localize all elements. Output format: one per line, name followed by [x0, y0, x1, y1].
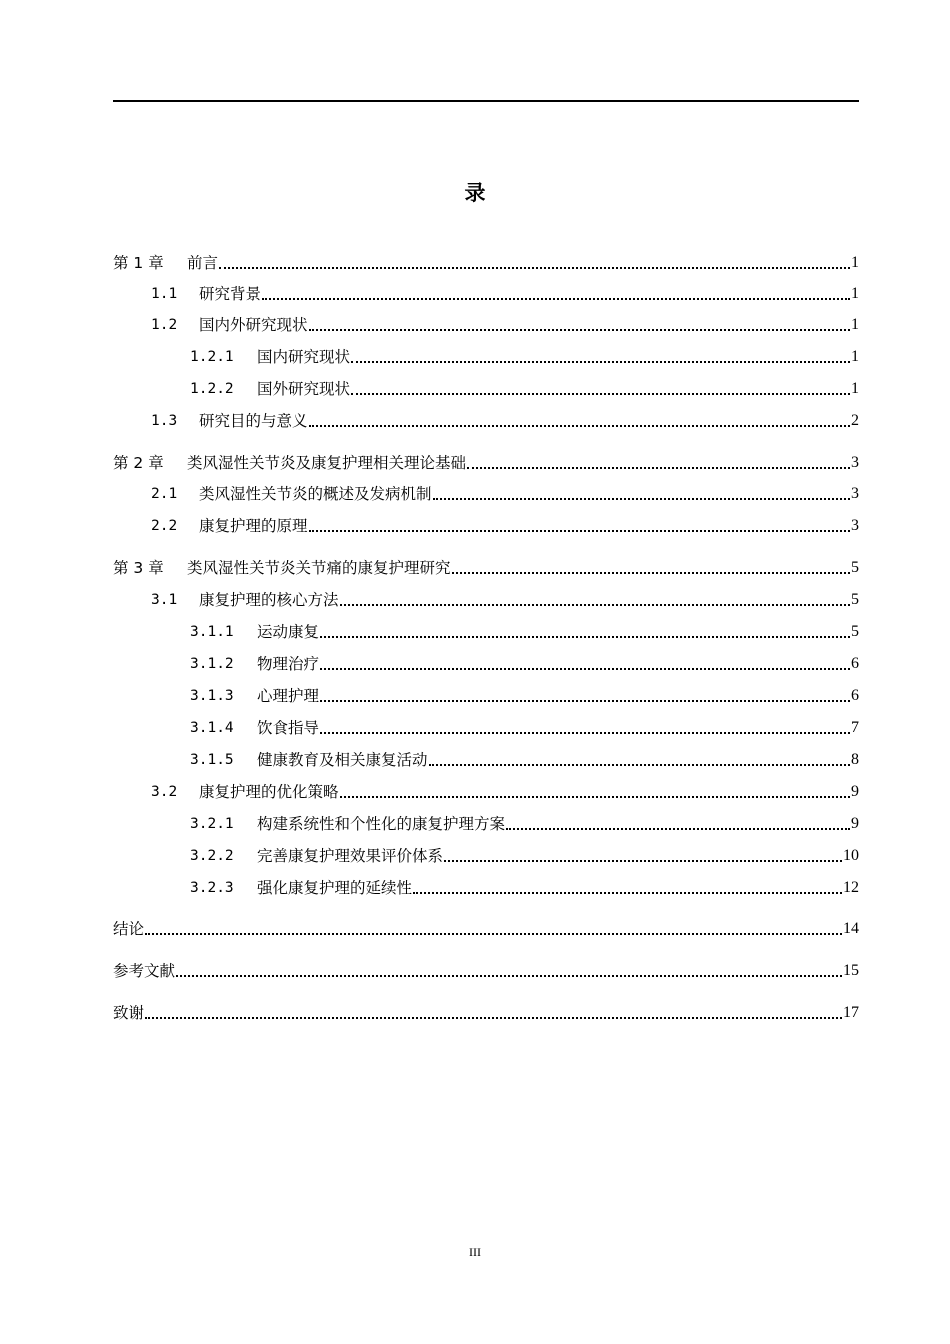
toc-dot-leader [506, 828, 850, 830]
toc-entry-page: 1 [851, 380, 859, 397]
toc-dot-leader [309, 425, 850, 427]
toc-entry-number: 3.1.4 [190, 720, 234, 736]
toc-entry-label: 国外研究现状 [257, 380, 351, 398]
toc-dot-leader [340, 796, 850, 798]
toc-dot-leader [320, 636, 850, 638]
toc-entry-number: 3.2.2 [190, 848, 234, 864]
toc-entry-label: 运动康复 [257, 623, 320, 641]
toc-entry-page: 10 [843, 847, 859, 864]
toc-entry-page: 5 [851, 559, 859, 576]
toc-entry[interactable] [113, 277, 859, 305]
toc-entry[interactable] [113, 446, 859, 474]
toc-dot-leader [433, 498, 850, 500]
toc-entry[interactable] [113, 404, 859, 432]
toc-entry[interactable] [113, 996, 859, 1024]
toc-entry-page: 6 [851, 655, 859, 672]
toc-entry-label: 致谢 [113, 1004, 145, 1022]
toc-dot-leader [452, 572, 850, 574]
toc-dot-leader [351, 361, 850, 363]
toc-entry[interactable] [113, 509, 859, 537]
toc-entry-label: 研究目的与意义 [199, 412, 308, 430]
toc-entry-number: 3.2.3 [190, 880, 234, 896]
toc-entry[interactable] [113, 743, 859, 771]
header-rule [113, 100, 859, 102]
toc-dot-leader [145, 933, 842, 935]
toc-dot-leader [262, 298, 850, 300]
toc-entry-number: 第 2 章 [113, 454, 164, 472]
toc-entry-number: 3.1.3 [190, 688, 234, 704]
toc-entry-page: 3 [851, 485, 859, 502]
toc-entry-number: 3.1.1 [190, 624, 234, 640]
toc-entry-number: 1.1 [151, 286, 178, 302]
toc-entry-label: 完善康复护理效果评价体系 [257, 847, 444, 865]
toc-dot-leader [413, 892, 842, 894]
toc-entry-page: 3 [851, 454, 859, 471]
toc-entry[interactable] [113, 807, 859, 835]
toc-entry-page: 1 [851, 348, 859, 365]
toc-entry-page: 5 [851, 623, 859, 640]
toc-dot-leader [320, 732, 850, 734]
toc-dot-leader [145, 1017, 842, 1019]
toc-entry-number: 第 3 章 [113, 559, 164, 577]
toc-dot-leader [176, 975, 842, 977]
toc-entry[interactable] [113, 583, 859, 611]
toc-entry-label: 康复护理的核心方法 [199, 591, 339, 609]
toc-entry[interactable] [113, 551, 859, 579]
toc-entry-label: 饮食指导 [257, 719, 320, 737]
toc-entry[interactable] [113, 372, 859, 400]
toc-entry-page: 12 [843, 879, 859, 896]
toc-entry-label: 构建系统性和个性化的康复护理方案 [257, 815, 506, 833]
toc-entry-label: 前言 [187, 254, 219, 272]
toc-entry-page: 3 [851, 517, 859, 534]
toc-entry-label: 类风湿性关节炎的概述及发病机制 [199, 485, 432, 503]
toc-entry-number: 1.2.2 [190, 381, 234, 397]
toc-entry-label: 研究背景 [199, 285, 262, 303]
toc-entry-label: 结论 [113, 920, 145, 938]
toc-entry-number: 2.2 [151, 518, 178, 534]
toc-dot-leader [309, 329, 850, 331]
toc-title: 录 [464, 181, 486, 205]
toc-entry[interactable] [113, 871, 859, 899]
footer-page-number: III [469, 1245, 481, 1259]
toc-entry-number: 1.2.1 [190, 349, 234, 365]
toc-entry-number: 3.2 [151, 784, 178, 800]
toc-entry-label: 健康教育及相关康复活动 [257, 751, 428, 769]
toc-entry[interactable] [113, 912, 859, 940]
toc-entry-label: 康复护理的优化策略 [199, 783, 339, 801]
toc-entry-number: 第 1 章 [113, 254, 164, 272]
toc-entry-label: 类风湿性关节炎关节痛的康复护理研究 [187, 559, 451, 577]
toc-dot-leader [219, 267, 850, 269]
toc-entry-number: 1.3 [151, 413, 178, 429]
toc-dot-leader [467, 467, 850, 469]
toc-entry[interactable] [113, 711, 859, 739]
toc-entry[interactable] [113, 775, 859, 803]
toc-entry-page: 1 [851, 285, 859, 302]
toc-entry-label: 强化康复护理的延续性 [257, 879, 413, 897]
toc-entry[interactable] [113, 615, 859, 643]
toc-entry-label: 心理护理 [257, 687, 320, 705]
toc-entry-number: 3.2.1 [190, 816, 234, 832]
toc-entry-page: 9 [851, 783, 859, 800]
toc-entry-number: 1.2 [151, 317, 178, 333]
toc-entry-label: 国内研究现状 [257, 348, 351, 366]
toc-entry-page: 7 [851, 719, 859, 736]
toc-entry[interactable] [113, 246, 859, 274]
toc-dot-leader [444, 860, 842, 862]
toc-entry-number: 3.1.5 [190, 752, 234, 768]
toc-entry-label: 参考文献 [113, 962, 176, 980]
toc-dot-leader [320, 668, 850, 670]
toc-entry[interactable] [113, 647, 859, 675]
toc-entry-page: 15 [843, 962, 859, 979]
toc-entry-number: 3.1 [151, 592, 178, 608]
toc-entry-page: 6 [851, 687, 859, 704]
toc-entry[interactable] [113, 340, 859, 368]
toc-entry-page: 17 [843, 1004, 859, 1021]
toc-dot-leader [320, 700, 850, 702]
toc-entry-label: 物理治疗 [257, 655, 320, 673]
toc-entry-page: 2 [851, 412, 859, 429]
toc-entry[interactable] [113, 954, 859, 982]
toc-entry-label: 国内外研究现状 [199, 316, 308, 334]
toc-entry[interactable] [113, 679, 859, 707]
toc-entry-label: 类风湿性关节炎及康复护理相关理论基础 [187, 454, 467, 472]
toc-entry-number: 2.1 [151, 486, 178, 502]
toc-dot-leader [351, 393, 850, 395]
toc-entry-label: 康复护理的原理 [199, 517, 308, 535]
toc-entry[interactable] [113, 839, 859, 867]
toc-entry-page: 1 [851, 254, 859, 271]
toc-dot-leader [309, 530, 850, 532]
toc-entry-page: 8 [851, 751, 859, 768]
toc-entry-page: 14 [843, 920, 859, 937]
toc-entry-page: 1 [851, 316, 859, 333]
toc-entry-number: 3.1.2 [190, 656, 234, 672]
toc-dot-leader [429, 764, 850, 766]
toc-entry-page: 5 [851, 591, 859, 608]
toc-entry[interactable] [113, 477, 859, 505]
toc-entry[interactable] [113, 308, 859, 336]
toc-dot-leader [340, 604, 850, 606]
toc-entry-page: 9 [851, 815, 859, 832]
